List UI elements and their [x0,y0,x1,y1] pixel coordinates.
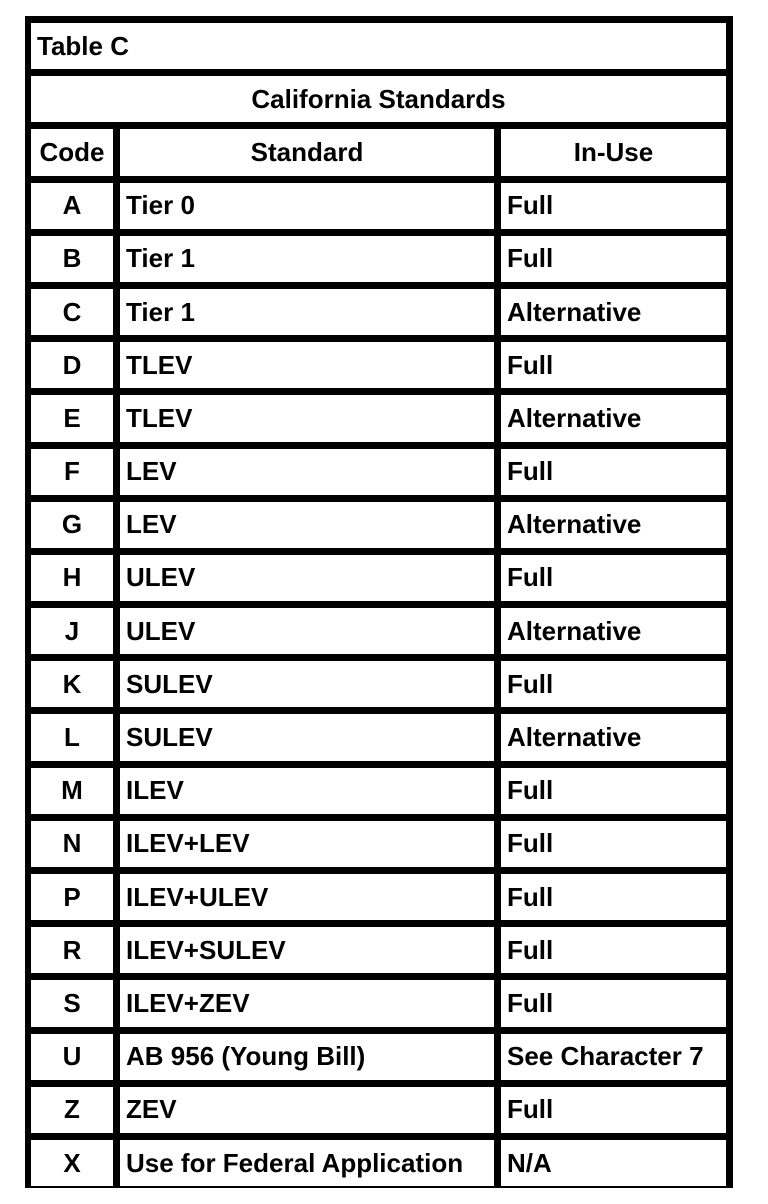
in-use-cell: Full [501,449,726,495]
table-title: California Standards [31,76,726,122]
standard-cell: LEV [120,449,494,495]
in-use-cell: Alternative [501,502,726,548]
standard-cell: LEV [120,502,494,548]
code-cell: K [31,661,113,707]
code-cell: X [31,1140,113,1186]
in-use-cell: Full [501,768,726,814]
in-use-cell: Full [501,236,726,282]
standard-cell: SULEV [120,714,494,760]
code-cell: R [31,927,113,973]
code-cell: N [31,821,113,867]
in-use-cell: Full [501,821,726,867]
code-cell: D [31,342,113,388]
standard-cell: ILEV [120,768,494,814]
in-use-cell: Alternative [501,395,726,441]
standard-cell: Tier 1 [120,289,494,335]
standard-cell: ILEV+SULEV [120,927,494,973]
standard-cell: ULEV [120,608,494,654]
code-cell: Z [31,1087,113,1133]
standard-cell: ILEV+ZEV [120,980,494,1026]
in-use-cell: Full [501,555,726,601]
code-cell: C [31,289,113,335]
in-use-cell: Full [501,342,726,388]
in-use-cell: Full [501,874,726,920]
standard-cell: ILEV+LEV [120,821,494,867]
in-use-cell: Alternative [501,608,726,654]
code-cell: B [31,236,113,282]
standard-cell: SULEV [120,661,494,707]
in-use-cell: See Character 7 [501,1034,726,1080]
in-use-cell: N/A [501,1140,726,1186]
standard-cell: ULEV [120,555,494,601]
code-cell: M [31,768,113,814]
code-cell: P [31,874,113,920]
code-cell: U [31,1034,113,1080]
standard-cell: TLEV [120,342,494,388]
code-cell: E [31,395,113,441]
in-use-cell: Alternative [501,289,726,335]
in-use-cell: Full [501,661,726,707]
code-cell: S [31,980,113,1026]
code-cell: J [31,608,113,654]
header-code: Code [31,129,113,175]
code-cell: A [31,183,113,229]
header-in-use: In-Use [501,129,726,175]
standard-cell: Tier 0 [120,183,494,229]
code-cell: L [31,714,113,760]
in-use-cell: Full [501,927,726,973]
standard-cell: ILEV+ULEV [120,874,494,920]
code-cell: H [31,555,113,601]
standard-cell: TLEV [120,395,494,441]
in-use-cell: Full [501,183,726,229]
standard-cell: AB 956 (Young Bill) [120,1034,494,1080]
standard-cell: Tier 1 [120,236,494,282]
california-standards-table [25,16,733,1188]
code-cell: F [31,449,113,495]
in-use-cell: Full [501,1087,726,1133]
standard-cell: ZEV [120,1087,494,1133]
table-caption: Table C [31,23,726,69]
in-use-cell: Full [501,980,726,1026]
standard-cell: Use for Federal Application [120,1140,494,1186]
in-use-cell: Alternative [501,714,726,760]
code-cell: G [31,502,113,548]
header-standard: Standard [120,129,494,175]
